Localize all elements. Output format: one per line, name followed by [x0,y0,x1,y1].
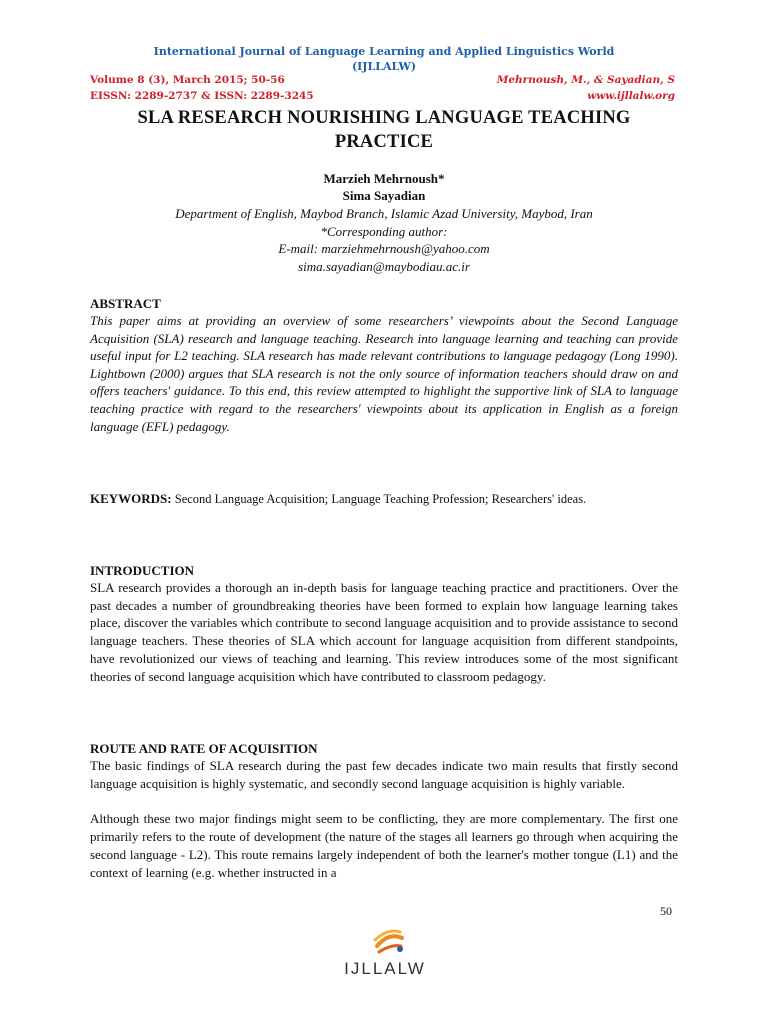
route-paragraph-1: The basic findings of SLA research during the past few decades indicate two main results that firstly second language acquisition is highly systematic, and secondly second language acquisition is highly variable. [90,758,678,791]
introduction-section [90,562,678,685]
email-1[interactable]: E-mail: marziehmehrnoush@yahoo.com [278,241,490,256]
route-heading: ROUTE AND RATE OF ACQUISITION [90,741,318,756]
author-list [0,170,768,204]
title-line-1: SLA RESEARCH NOURISHING LANGUAGE TEACHING [137,108,631,128]
journal-logo-text: IJLLALW [344,959,426,978]
abstract-heading: ABSTRACT [90,296,161,311]
volume-info: Volume 8 (3), March 2015; 50-56 [90,74,285,86]
header-row-issn [90,90,675,102]
author-2: Sima Sayadian [342,188,426,203]
keywords-section [90,489,678,509]
email-2[interactable]: sima.sayadian@maybodiau.ac.ir [298,258,470,274]
route-paragraph-2: Although these two major findings might seem to be conflicting, they are more complementary. The first one primarily refers to the route of development (the nature of the stages all learners go through when acquiring the second language - L2). This route remains largely independent of both the learner's mother tongue (L1) and the context of learning (e.g. whether instructed in a [90,811,678,880]
running-authors: Mehrnoush, M., & Sayadian, S [496,74,675,86]
page-number: 50 [660,904,672,918]
journal-abbrev: (IJLLALW) [351,60,417,73]
header-row-volume [90,74,675,86]
department: Department of English, Maybod Branch, Islamic Azad University, Maybod, Iran [175,206,593,221]
keywords-text: Second Language Acquisition; Language Teaching Profession; Researchers' ideas. [171,492,587,506]
introduction-text: SLA research provides a thorough an in-depth basis for language teaching practice and practitioners. Over the past decades a number of groundbreaking theories have been formed to explain how language learning takes place, discover the variables which contribute to second language acquisition and to provide assistance to second language teachers. These theories of SLA which account for language acquisition from different standpoints, have revolutionized our views of teaching and learning. This review introduces some of the most significant theories of second language acquisition which have contributed to classroom pedagogy. [90,580,678,684]
abstract-section [90,295,678,435]
journal-header [0,44,768,74]
issn-info: EISSN: 2289-2737 & ISSN: 2289-3245 [90,90,314,102]
paper-title [60,106,708,154]
abstract-text: This paper aims at providing an overview of some researchers’ viewpoints about the Second Language Acquisition (SLA) research and language teaching. Research into language learning and teaching can provide useful input for L2 teaching. SLA research has made relevant contributions to language pedagogy (Long 1990). Lightbown (2000) argues that SLA research is not the only source of information teachers should draw on and offers teachers' guidance. To this end, this review attempted to highlight the supportive link of SLA to language teaching practice with regard to the researchers' viewpoints about its application in English as a foreign language (EFL) pedagogy. [90,313,678,434]
author-1: Marzieh Mehrnoush* [323,171,445,186]
affiliation-block [0,205,768,275]
introduction-heading: INTRODUCTION [90,563,195,578]
keywords-label: KEYWORDS: [90,491,172,506]
corresponding-note: *Corresponding author: [320,223,448,239]
journal-name: International Journal of Language Learning and Applied Linguistics World [153,45,615,58]
route-section [90,740,678,881]
title-line-2: PRACTICE [334,132,434,152]
website-link[interactable]: www.ijllalw.org [587,90,675,102]
